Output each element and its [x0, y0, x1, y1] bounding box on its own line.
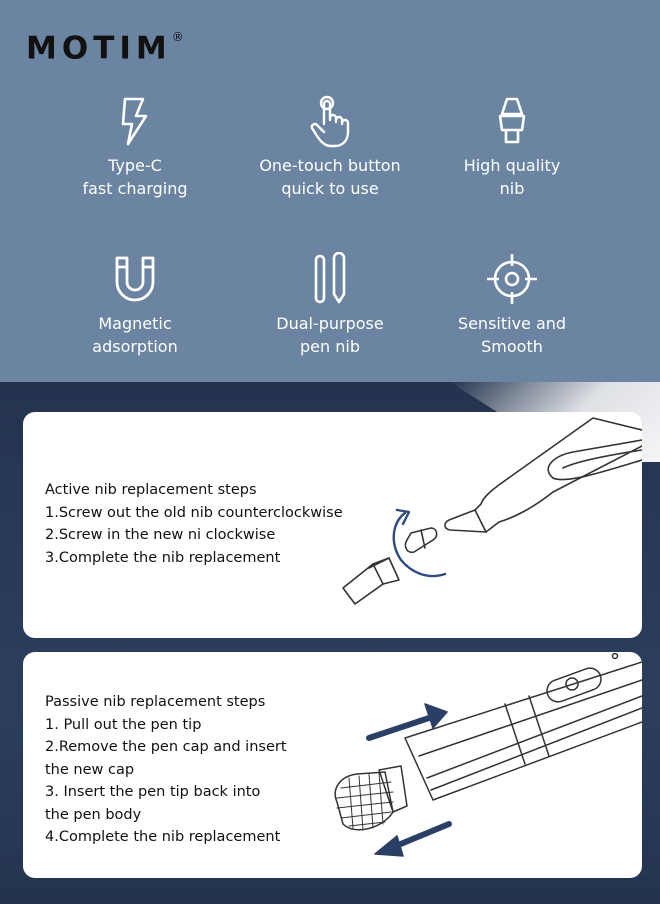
feature-dual-purpose [230, 252, 430, 358]
step-line: the pen body [45, 806, 142, 823]
step-line: 2.Screw in the new ni clockwise [45, 527, 276, 543]
active-steps-title: Active nib replacement steps [45, 482, 257, 498]
feature-type-c [35, 94, 235, 200]
passive-nib-card [23, 652, 642, 878]
nib-icon [485, 94, 539, 148]
step-line: the new cap [45, 761, 135, 778]
feature-one-touch [230, 94, 430, 200]
lightning-bolt-icon [108, 94, 162, 148]
feature-label: Dual-purpose pen nib [276, 314, 384, 356]
feature-nib [412, 94, 612, 200]
feature-label: Magnetic adsorption [92, 314, 178, 356]
active-steps [45, 479, 343, 569]
brand-logo [26, 26, 184, 65]
feature-label: Type-C fast charging [82, 156, 188, 198]
passive-steps [45, 691, 287, 849]
crosshair-icon [485, 252, 539, 306]
step-line: 1. Pull out the pen tip [45, 716, 202, 733]
registered-mark: ® [171, 30, 184, 44]
mesh-cap-icon [335, 766, 407, 830]
step-line: 4.Complete the nib replacement [45, 829, 281, 845]
brand-name: MOTIM [26, 30, 172, 67]
active-nib-card [23, 412, 642, 638]
dual-nib-icon [303, 252, 357, 306]
feature-label: Sensitive and Smooth [457, 314, 567, 356]
feature-label: High quality nib [463, 156, 561, 198]
active-pen-illustration [303, 412, 642, 638]
feature-label: One-touch button quick to use [259, 156, 401, 198]
step-line: 1.Screw out the old nib counterclockwise [45, 504, 343, 521]
feature-magnetic [35, 252, 235, 358]
features-panel [0, 0, 660, 382]
magnet-icon [108, 252, 162, 306]
passive-pen-illustration [293, 652, 642, 878]
finger-touch-icon [303, 94, 357, 148]
step-line: 2.Remove the pen cap and insert [45, 739, 287, 755]
step-line: 3.Complete the nib replacement [45, 549, 281, 566]
feature-sensitive [412, 252, 612, 358]
passive-steps-title: Passive nib replacement steps [45, 694, 266, 710]
step-line: 3. Insert the pen tip back into [45, 784, 261, 800]
